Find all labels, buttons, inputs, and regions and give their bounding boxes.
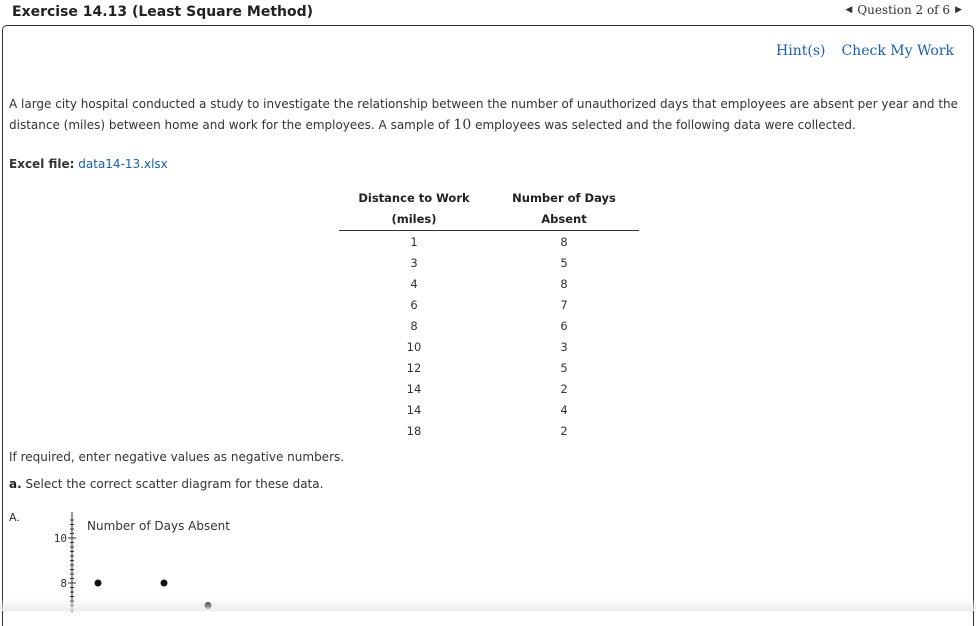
table-row [339, 399, 639, 420]
question-counter: Question 2 of 6 [857, 3, 951, 17]
table-row [339, 336, 639, 357]
scatter-point [95, 580, 102, 587]
scatter-point [161, 580, 168, 587]
table-row [339, 231, 639, 253]
distance-cell: 14 [406, 381, 422, 396]
table-row [339, 294, 639, 315]
days-cell: 8 [560, 234, 568, 249]
table-row [339, 252, 639, 273]
table-row [339, 315, 639, 336]
table-row [339, 378, 639, 399]
days-cell: 2 [560, 381, 568, 396]
question-navigation [845, 3, 962, 17]
scroll-fade [0, 598, 976, 611]
days-cell: 2 [560, 423, 568, 438]
col-days-header: Number of Days [512, 191, 616, 205]
prev-question-icon[interactable]: ◀ [845, 5, 853, 15]
distance-cell: 12 [406, 360, 422, 375]
y-tick-label-10: 10 [53, 532, 67, 545]
col-distance-header: Distance to Work [358, 191, 470, 205]
title-bar [0, 0, 976, 26]
question-a [9, 477, 323, 491]
check-my-work-link[interactable]: Check My Work [841, 43, 954, 59]
help-links [776, 43, 954, 59]
distance-cell: 3 [410, 255, 418, 270]
hints-link[interactable]: Hint(s) [776, 43, 826, 59]
col-days-subheader: Absent [489, 209, 639, 231]
days-cell: 4 [560, 402, 568, 417]
option-a-scatter-chart[interactable] [40, 512, 300, 612]
excel-file-label: Excel file: [9, 157, 75, 171]
table-row [339, 357, 639, 378]
distance-cell: 1 [410, 234, 418, 249]
col-distance-subheader: (miles) [339, 209, 489, 231]
exercise-title: Exercise 14.13 (Least Square Method) [12, 4, 314, 20]
days-cell: 8 [560, 276, 568, 291]
y-axis-title: Number of Days Absent [87, 519, 230, 533]
table-row [339, 273, 639, 294]
problem-statement [9, 94, 965, 136]
distance-cell: 8 [410, 318, 418, 333]
next-question-icon[interactable]: ▶ [955, 5, 962, 15]
sample-size: 10 [453, 117, 472, 133]
data-table [339, 188, 639, 441]
days-cell: 7 [560, 297, 568, 312]
excel-file-row [9, 157, 168, 171]
intro-text-2: employees was selected and the following data were collected. [475, 118, 856, 132]
distance-cell: 10 [406, 339, 422, 354]
distance-cell: 4 [410, 276, 418, 291]
intro-text-1: A large city hospital conducted a study to investigate the relationship between the number of unauthorized days that employees are absent per year and the distance (miles) between home and work for the employees. A sample of [9, 97, 959, 132]
days-cell: 3 [560, 339, 568, 354]
days-cell: 6 [560, 318, 568, 333]
question-a-label: a. [9, 477, 22, 491]
table-row [339, 420, 639, 441]
distance-cell: 18 [406, 423, 422, 438]
days-cell: 5 [560, 255, 568, 270]
distance-cell: 14 [406, 402, 422, 417]
excel-file-link[interactable]: data14-13.xlsx [78, 157, 168, 171]
distance-cell: 6 [410, 297, 418, 312]
y-tick-label-8: 8 [60, 577, 67, 590]
negative-values-note: If required, enter negative values as negative numbers. [9, 450, 345, 464]
y-axis-ticks [68, 520, 76, 610]
days-cell: 5 [560, 360, 568, 375]
question-a-text: Select the correct scatter diagram for these data. [25, 477, 324, 491]
option-a-label[interactable]: A. [9, 511, 20, 524]
